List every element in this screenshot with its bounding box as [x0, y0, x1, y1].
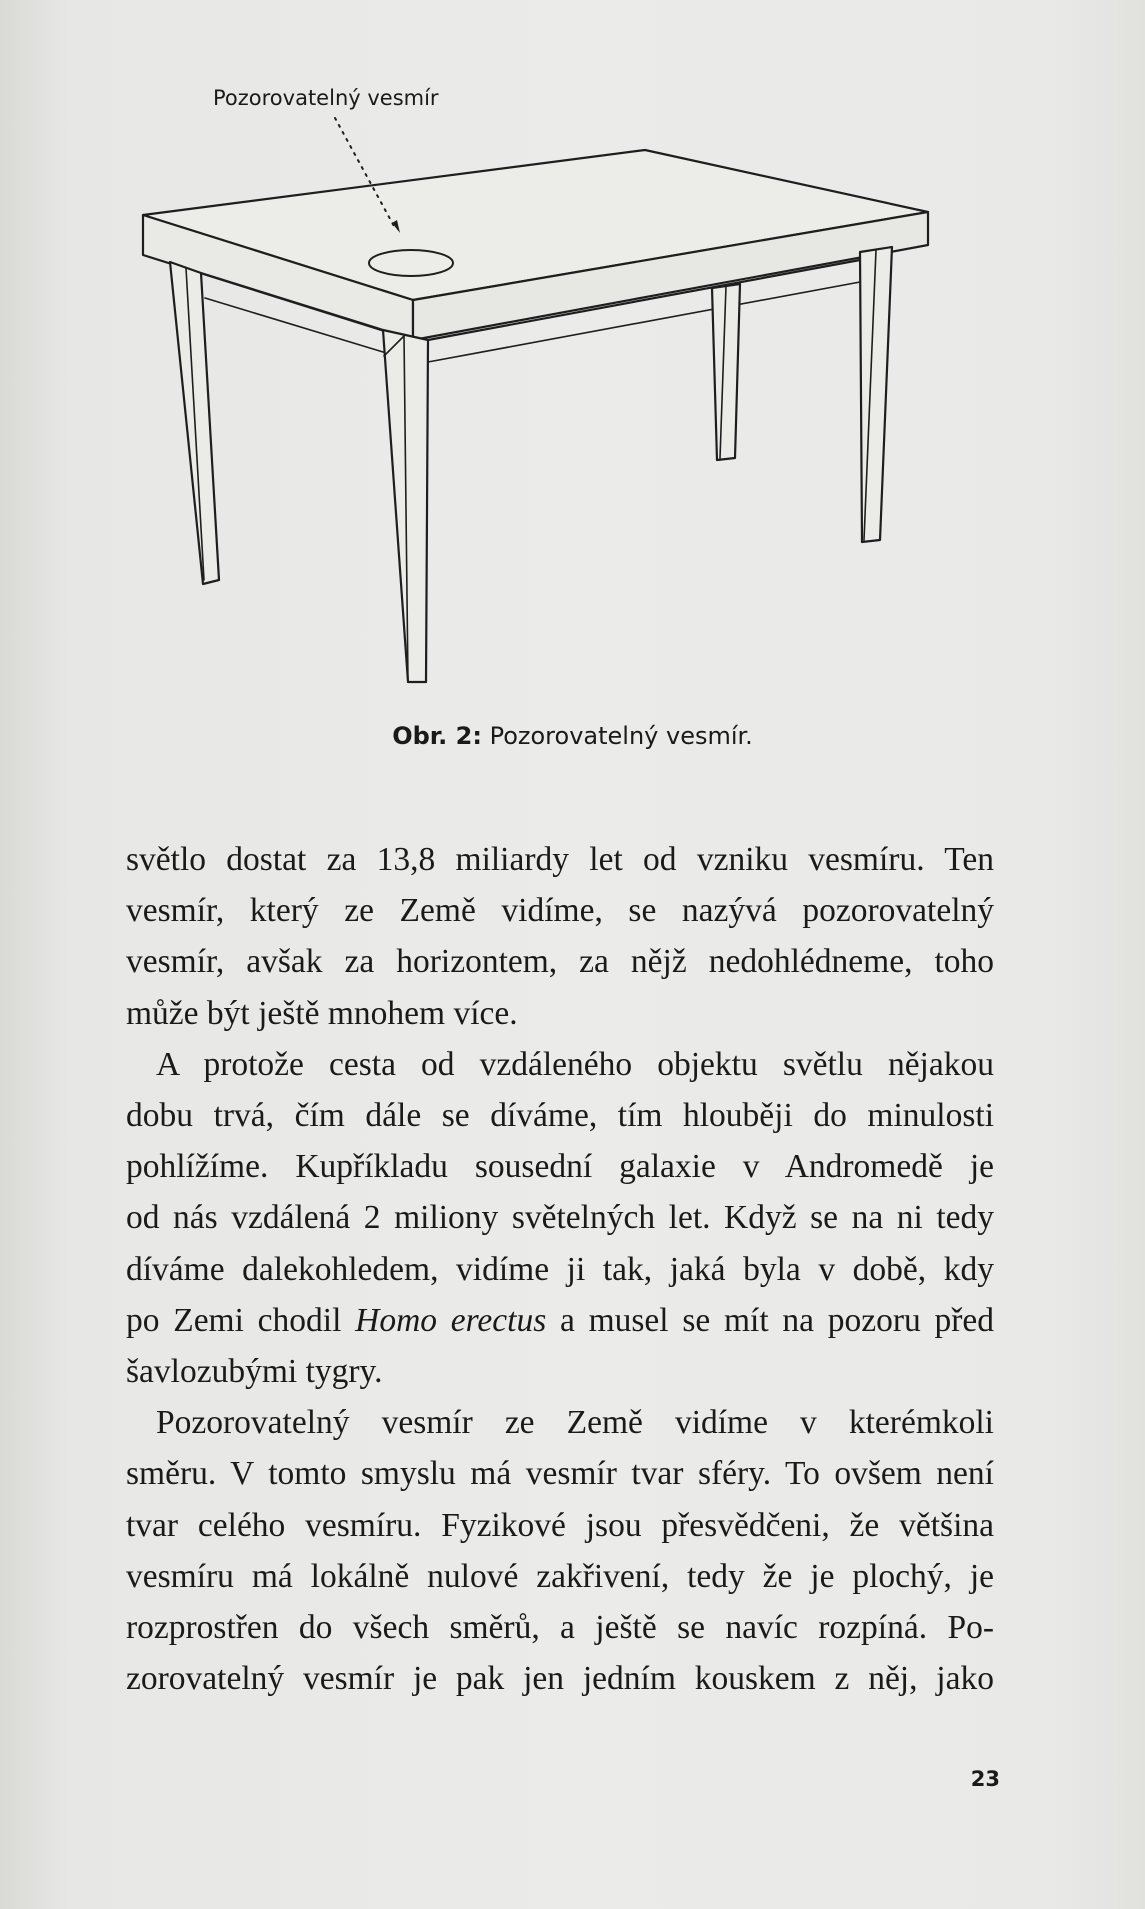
text-line: vesmír, avšak za horizontem, za nějž nedohlédneme, toho [126, 943, 994, 981]
text-line: světlo dostat za 13,8 miliardy let od vzniku vesmíru. Ten [126, 841, 994, 878]
body-text [126, 834, 994, 1704]
leg-back-middle [712, 284, 740, 460]
text-line-with-italic [126, 1295, 994, 1346]
text-line: dobu trvá, čím dále se díváme, tím hlouběji do minulosti [126, 1097, 994, 1135]
text-line: pohlížíme. Kupříkladu sousední galaxie v Andromedě je [126, 1148, 994, 1186]
text-line: zorovatelný vesmír je pak jen jedním kouskem z něj, jako [126, 1660, 994, 1698]
figure-label: Pozorovatelný vesmír [213, 86, 439, 110]
paragraph-3 [126, 1397, 994, 1704]
text-line: Pozorovatelný vesmír ze Země vidíme v kterémkoli [156, 1404, 994, 1442]
text-line: tvar celého vesmíru. Fyzikové jsou přesvědčeni, že většina [126, 1506, 994, 1544]
figure-caption-text: Pozorovatelný vesmír. [481, 722, 753, 750]
italic-species-name: Homo erectus [355, 1301, 547, 1339]
text-run: a musel se mít na pozoru před [546, 1301, 994, 1339]
paragraph-1 [126, 834, 994, 1039]
text-line: šavlozubými tygry. [126, 1353, 383, 1391]
text-line: směru. V tomto smyslu má vesmír tvar sféry. To ovšem není [126, 1455, 994, 1493]
text-run: po Zemi chodil [126, 1301, 356, 1339]
paragraph-2 [126, 1039, 994, 1397]
text-line: může být ještě mnohem více. [126, 994, 518, 1032]
table-illustration [0, 0, 1145, 770]
text-line: vesmír, který ze Země vidíme, se nazývá pozorovatelný [126, 892, 994, 930]
text-line: díváme dalekohledem, vidíme ji tak, jaká byla v době, kdy [126, 1250, 994, 1288]
text-line: A protože cesta od vzdáleného objektu světlu nějakou [156, 1045, 994, 1083]
leg-back-right [860, 247, 892, 542]
text-line: vesmíru má lokálně nulové zakřivení, tedy že je plochý, je [126, 1557, 994, 1595]
text-line: od nás vzdálená 2 miliony světelných let. Když se na ni tedy [126, 1199, 994, 1237]
page-number: 23 [970, 1767, 1000, 1791]
figure-caption-prefix: Obr. 2: [392, 722, 482, 750]
text-line: rozprostřen do všech směrů, a ještě se navíc rozpíná. Po- [126, 1609, 994, 1647]
table-figure [0, 0, 1145, 770]
figure-caption [0, 722, 1145, 750]
